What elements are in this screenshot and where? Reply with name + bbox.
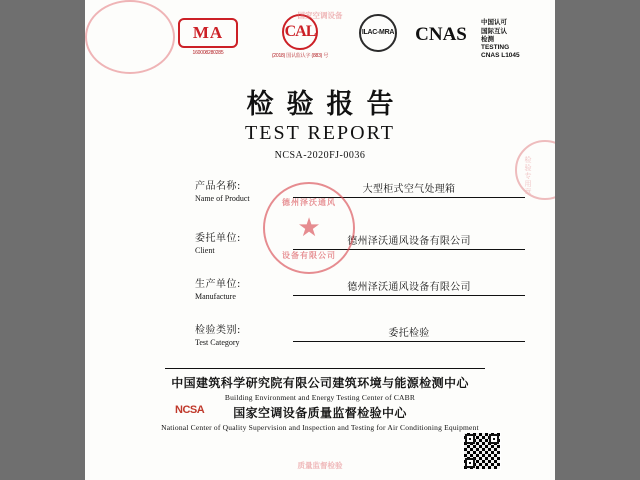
- organization-name-cn: 国家空调设备质量监督检验中心: [233, 406, 407, 420]
- field-label-en: Client: [195, 246, 215, 255]
- qr-corner-bottom-left: [465, 458, 475, 468]
- report-title-chinese: 检验报告: [246, 89, 407, 120]
- report-number: NCSA-2020FJ-0036: [274, 150, 366, 161]
- field-label-cn: 产品名称:: [195, 181, 241, 192]
- organization-name-en: Building Environment and Energy Testing Center of CABR: [224, 393, 416, 402]
- report-title-english: TEST REPORT: [245, 122, 395, 144]
- issuing-organization-2: [85, 404, 555, 432]
- field-value: 德州泽沃通风设备有限公司: [293, 232, 525, 250]
- organization-name-en: National Center of Quality Supervision and Inspection and Testing for Air Conditioning Equipment: [161, 423, 479, 432]
- ma-logo-icon: [178, 18, 238, 48]
- report-sheet: [85, 0, 555, 480]
- seal-top-text: 德州泽沃通风: [282, 198, 336, 207]
- field-label-group: [195, 324, 303, 348]
- field-label-cn: 委托单位:: [195, 233, 241, 244]
- cnas-accreditation-details: [481, 18, 551, 61]
- edge-seal-text: 检验专用章: [524, 156, 532, 196]
- company-seal-stamp: [263, 182, 355, 274]
- field-label-en: Name of Product: [195, 194, 250, 203]
- qr-code: [463, 432, 501, 470]
- field-label-cn: 生产单位:: [195, 279, 241, 290]
- ncsa-logo-mark: NCSA: [175, 404, 205, 416]
- cnas-line-3: 检测: [481, 35, 494, 43]
- field-label-en: Manufacture: [195, 292, 236, 301]
- cnas-logo-text: CNAS: [415, 24, 467, 45]
- field-manufacturer: [195, 278, 525, 312]
- cnas-line-4: TESTING: [481, 43, 510, 51]
- field-label-group: [195, 278, 303, 302]
- qr-corner-top-left: [465, 434, 475, 444]
- seal-bottom-text: 质量监督检验: [297, 461, 343, 470]
- cal-logo-code: (2018) 国认监认字 (883) 号: [271, 53, 329, 59]
- seal-top-text: 国家空调设备: [297, 11, 343, 20]
- ma-certification-logo: [163, 18, 253, 56]
- cnas-line-2: 国际互认: [481, 26, 507, 35]
- field-client: [195, 232, 525, 266]
- section-divider: [165, 368, 485, 369]
- issuing-organization-1: [85, 374, 555, 402]
- seal-bottom-text: 设备有限公司: [282, 251, 336, 260]
- cnas-line-5: CNAS L1045: [481, 52, 520, 59]
- qr-corner-top-right: [489, 434, 499, 444]
- seal-star-icon: ★: [297, 213, 321, 242]
- organization-name-cn: 中国建筑科学研究院有限公司建筑环境与能源检测中心: [171, 376, 469, 390]
- field-value: 德州泽沃通风设备有限公司: [293, 278, 525, 296]
- cnas-logo: [403, 24, 479, 46]
- field-value: 大型柜式空气处理箱: [293, 180, 525, 198]
- ma-logo-text: MA: [192, 23, 224, 42]
- field-label-en: Test Category: [195, 338, 240, 347]
- field-product-name: [195, 180, 525, 214]
- ma-logo-code: 160008280285: [192, 50, 224, 56]
- field-value: 委托检验: [293, 324, 525, 342]
- field-label-cn: 检验类别:: [195, 325, 241, 336]
- field-test-category: [195, 324, 525, 358]
- cnas-line-1: 中国认可: [481, 18, 507, 26]
- ilac-logo-text: ILAC-MRA: [361, 29, 395, 36]
- cal-logo-text: CAL: [284, 23, 316, 40]
